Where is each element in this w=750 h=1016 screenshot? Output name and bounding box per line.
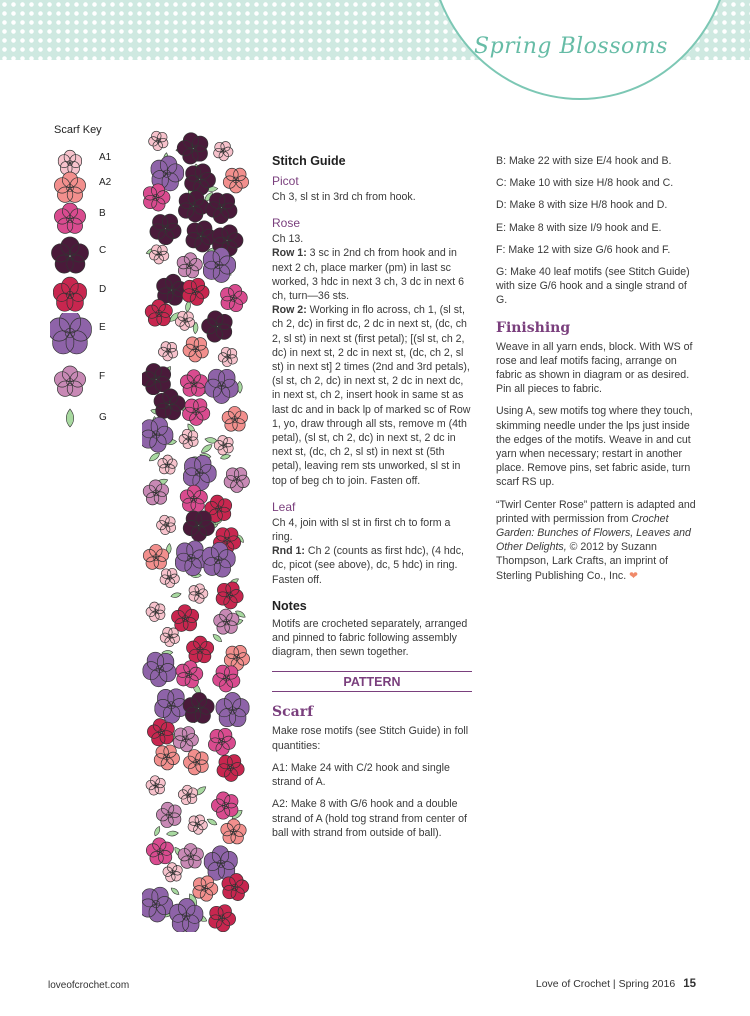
finishing-p2: Using A, sew motifs tog where they touch, skimming needle under the lps just inside the edges of the motifs. Weave in and cut yarn when necessary; restart in another place. Remove pins, set fabric aside, turn scarf RS up. (496, 405, 693, 489)
diagram-rose (216, 582, 243, 609)
key-row-e (50, 313, 130, 349)
diagram-rose (214, 435, 233, 455)
diagram-rose (149, 131, 168, 150)
diagram-rose (142, 417, 173, 452)
footer-site: loveofcrochet.com (48, 980, 130, 991)
diagram-rose (178, 785, 197, 804)
diagram-rose (208, 728, 235, 755)
scarf-g: G: Make 40 leaf motifs (see Stitch Guide) with size G/6 hook and a single strand of G. (496, 266, 690, 307)
scarf-intro: Make rose motifs (see Stitch Guide) in foll quantities: (272, 725, 469, 752)
picot-text: Ch 3, sl st in 3rd ch from hook. (272, 191, 416, 203)
scarf-c: C: Make 10 with size H/8 hook and C. (496, 177, 674, 190)
notes-heading: Notes (272, 598, 307, 613)
diagram-rose (157, 515, 176, 534)
rose-heading: Rose (272, 216, 301, 231)
key-label-a1: A1 (99, 152, 112, 163)
diagram-rose (206, 193, 237, 224)
diagram-rose (154, 389, 185, 420)
diagram-rose (183, 337, 208, 362)
diagram-rose (158, 455, 177, 474)
scarf-assembly-diagram (142, 122, 252, 932)
footer-issue: Spring 2016 (618, 978, 676, 990)
diagram-leaf (166, 831, 178, 837)
key-label-f: F (99, 371, 106, 382)
diagram-rose (177, 133, 208, 164)
scarf-a2: A2: Make 8 with G/6 hook and a double strand of A (hold tog strand from center of ball with strand from outside of ball). (272, 798, 467, 839)
diagram-rose (146, 838, 173, 865)
key-row-d (50, 275, 130, 311)
diagram-rose (149, 245, 168, 264)
diagram-rose (160, 627, 179, 646)
key-label-e: E (99, 322, 106, 333)
finishing-p1: Weave in all yarn ends, block. With WS of rose and leaf motifs facing, arrange on fabric as shown in diagram or as desired. Pin all pieces to fabric. (496, 340, 693, 396)
scarf-b: B: Make 22 with size E/4 hook and B. (496, 155, 672, 167)
key-label-d: D (99, 284, 107, 295)
diagram-rose (209, 905, 236, 932)
diagram-rose (202, 311, 233, 342)
diagram-rose (183, 511, 214, 542)
diagram-rose (160, 568, 179, 587)
diagram-rose (178, 844, 203, 869)
diagram-rose (173, 727, 198, 752)
diagram-rose (170, 898, 203, 932)
footer-magazine: Love of Crochet (535, 978, 610, 990)
scarf-key-heading: Scarf Key (54, 124, 102, 136)
rose-text: Ch 13. Row 1: 3 sc in 2nd ch from hook and in next 2 ch, place marker (pm) in last sc worked, 3 hdc in next 3 ch, 3 dc in next 6 ch, turn—36 sts. Row 2: Working in flo across, ch 1, (sl st, ch 2, dc) in first dc, 2 dc in next st, (dc, ch 2, sl st) in next st (first petal); [(sl st, ch 2, dc) in next st, 2 dc in next st, (dc, ch 2, sl st) in next st] 2 times (2nd and 3rd petals), (sl st, ch 2, dc) in next st, 2 dc in next dc, in next st, ch 2, insert hook in same st as last dc and in back lp of marked sc of Row 1, yo, draw through all sts, remove m (4th petal), (sl st, ch 2, dc) in next st, 2 dc in next st, (dc, ch 2, sl st) in next st (5th petal), leaving rem sts unworked, sl st in top of beg ch to join. Fasten off. (272, 233, 471, 487)
diagram-leaf (170, 886, 180, 896)
flower-d-icon (53, 277, 86, 311)
diagram-rose (189, 584, 208, 603)
finishing-heading: Finishing (496, 319, 571, 336)
diagram-rose (142, 887, 173, 922)
diagram-rose (182, 278, 209, 305)
column-left (272, 154, 472, 848)
scarf-a1: A1: Make 24 with C/2 hook and single strand of A. (272, 761, 450, 789)
diagram-rose (176, 661, 203, 688)
diagram-rose (188, 815, 207, 834)
leaf-heading: Leaf (272, 499, 296, 514)
key-label-c: C (99, 245, 107, 256)
flower-f-icon (54, 366, 85, 396)
diagram-rose (183, 692, 214, 723)
diagram-rose (163, 863, 182, 882)
footer-folio: Love of Crochet | Spring 2016 15 (535, 978, 696, 990)
page-title: Spring Blossoms (474, 34, 668, 59)
key-row-f (50, 362, 130, 398)
key-row-g (50, 398, 130, 434)
diagram-rose (213, 665, 240, 692)
diagram-rose (178, 191, 209, 222)
diagram-rose (221, 285, 248, 312)
diagram-rose (143, 544, 168, 569)
flower-c-icon (52, 237, 89, 273)
diagram-rose (180, 370, 207, 397)
diagram-rose (183, 455, 216, 490)
diagram-rose (147, 719, 174, 746)
key-label-g: G (99, 412, 107, 423)
finishing-credit: “Twirl Center Rose” pattern is adapted and printed with permission from Crochet Garden: Bunches of Flowers, Leaves and Other Delights, © 2012 by Suzann Thompson, Lark Crafts, an imprint of Sterling Publishing Co., Inc. ❤ (496, 498, 696, 582)
diagram-rose (214, 141, 233, 160)
diagram-leaf (200, 443, 214, 455)
key-row-b (50, 199, 130, 235)
key-row-c (50, 236, 130, 272)
diagram-rose (184, 750, 209, 775)
diagram-rose (146, 776, 165, 795)
diagram-rose (172, 605, 199, 632)
diagram-rose (175, 311, 194, 330)
diagram-leaf (153, 826, 161, 837)
diagram-rose (221, 819, 246, 844)
diagram-rose (216, 692, 249, 726)
diagram-leaf (212, 633, 223, 644)
diagram-rose (218, 347, 237, 367)
diagram-leaf (170, 592, 181, 599)
diagram-leaf (206, 817, 218, 826)
key-label-b: B (99, 208, 106, 219)
diagram-rose (223, 168, 248, 193)
flower-b-icon (54, 203, 85, 233)
column-right (496, 154, 696, 591)
flower-e-icon (50, 313, 91, 354)
diagram-rose (211, 792, 238, 819)
diagram-rose (214, 609, 239, 634)
scarf-e: E: Make 8 with size I/9 hook and E. (496, 221, 662, 234)
diagram-rose (158, 342, 177, 361)
diagram-rose (187, 636, 214, 663)
pattern-banner: PATTERN (272, 671, 472, 692)
picot-heading: Picot (272, 174, 299, 188)
diagram-rose (150, 214, 181, 245)
heart-icon: ❤ (629, 569, 638, 582)
diagram-rose (177, 253, 202, 278)
flower-a2-icon (54, 172, 85, 202)
diagram-rose (143, 652, 176, 687)
diagram-rose (222, 874, 249, 901)
diagram-rose (217, 755, 244, 782)
key-label-a2: A2 (99, 177, 112, 188)
stitch-guide-heading: Stitch Guide (272, 154, 346, 168)
notes-text: Motifs are crocheted separately, arranged and pinned to fabric following assembly diagram, then sewn together. (272, 617, 468, 659)
scarf-d: D: Make 8 with size H/8 hook and D. (496, 199, 668, 212)
diagram-rose (222, 406, 247, 431)
diagram-rose (224, 468, 249, 493)
diagram-rose (145, 300, 172, 327)
page-number: 15 (683, 978, 696, 990)
diagram-rose (156, 802, 181, 827)
leaf-text: Ch 4, join with sl st in first ch to form a ring. Rnd 1: Ch 2 (counts as first hdc), (4 hdc, dc, picot (see above), dc, 5 hdc) in ring. Fasten off. (272, 516, 464, 586)
diagram-rose (179, 429, 198, 449)
scarf-f: F: Make 12 with size G/6 hook and F. (496, 243, 671, 256)
leaf-g-icon (66, 409, 73, 427)
diagram-rose (146, 602, 165, 622)
diagram-rose (205, 369, 238, 403)
diagram-rose (183, 399, 210, 426)
diagram-rose (154, 745, 179, 770)
diagram-rose (186, 221, 217, 252)
scarf-heading: Scarf (272, 704, 314, 721)
